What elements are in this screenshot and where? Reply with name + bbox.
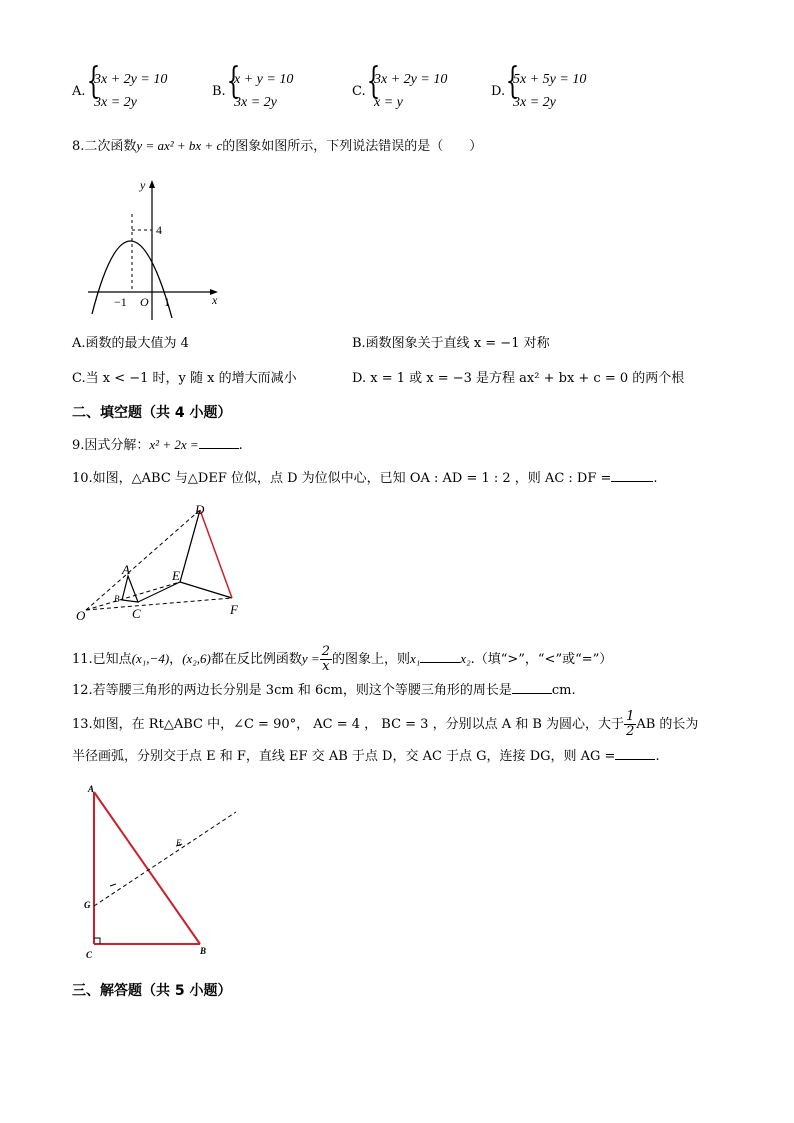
q8-option-a: A.函数的最大值为 4 — [72, 336, 189, 351]
q13-line1-post: AB 的长为 — [636, 717, 699, 732]
q10-label-c: C — [132, 606, 141, 621]
q7-c-eq2: x = y — [374, 95, 403, 110]
q8-tick-4: 4 — [156, 223, 162, 237]
q10 — [72, 469, 658, 488]
q9-text: 9.因式分解： — [72, 438, 150, 453]
q10-label-f: F — [230, 602, 238, 617]
q13-label-e: E — [176, 838, 182, 848]
q11-answer-blank[interactable] — [420, 650, 460, 663]
q11-post: 的图象上，则 — [331, 652, 410, 667]
q10-label-d: D — [195, 502, 205, 517]
q7-a-eq2: 3x = 2y — [94, 95, 137, 110]
q10-label-o: O — [76, 608, 86, 623]
q7-d-brace: { — [505, 61, 520, 102]
q8-tick-neg1: −1 — [114, 295, 127, 309]
q11-func-y: y = — [301, 651, 320, 666]
q13-end: . — [655, 749, 660, 764]
q13-line-ef — [94, 812, 236, 906]
q13-arc-f-mark — [110, 884, 116, 886]
q8-num: 8. — [72, 139, 85, 154]
q7-a-brace: { — [86, 61, 101, 102]
q13-line2 — [72, 747, 660, 766]
q10-label-a: A — [122, 562, 130, 577]
q12-answer-blank[interactable] — [512, 681, 552, 694]
q13-half-den: 2 — [626, 724, 635, 739]
q7-c-brace: { — [366, 61, 381, 102]
q8-text-pre: 二次函数 — [84, 139, 137, 154]
q11-point1: (x₁,−4) — [131, 651, 170, 666]
q10-ray-of — [86, 598, 232, 610]
q10-line-ce — [138, 582, 180, 602]
q10-answer-blank[interactable] — [611, 469, 653, 482]
q7-option-d-label: D. — [491, 84, 506, 99]
q11-point2: (x₂,6) — [182, 651, 211, 666]
q11-x1: x₁ — [410, 651, 421, 666]
q13-half-num: 1 — [626, 709, 635, 724]
q8-tick-1: 1 — [164, 295, 170, 309]
q13-line2-text: 半径画弧，分别交于点 E 和 F，直线 EF 交 AB 于点 D，交 AC 于点 G，连接 DG，则 AG = — [72, 749, 616, 764]
q8-option-b: B.函数图象关于直线 x = −1 对称 — [352, 336, 550, 351]
q7-d-eq1: 5x + 5y = 10 — [513, 72, 587, 87]
q10-side-df — [200, 510, 232, 598]
q8-option-d: D. x = 1 或 x = −3 是方程 ax² + bx + c = 0 的两个根 — [352, 371, 685, 386]
q10-text: 10.如图，△ABC 与△DEF 位似，点 D 为位似中心，已知 OA : AD = 1 : 2 ，则 AC : DF = — [72, 471, 612, 486]
q13-label-a: A — [88, 784, 95, 794]
q11-mid: 都在反比例函数 — [210, 652, 302, 667]
q10-label-e: E — [172, 568, 180, 583]
section-3-heading: 三、解答题（共 5 小题） — [72, 983, 232, 999]
q8-func: y = ax² + bx + c — [136, 138, 223, 153]
q7-option-c-label: C. — [352, 84, 366, 99]
q13-line1 — [72, 710, 698, 739]
q11-tail: .（填“>”，“<”或“=”） — [470, 652, 613, 667]
q10-end: . — [653, 471, 658, 486]
q13-half-fraction — [624, 710, 636, 739]
q7-d-eq2: 3x = 2y — [513, 95, 556, 110]
q13-label-b: B — [200, 946, 207, 956]
q8-y-arrow — [149, 180, 155, 188]
q11-fraction — [320, 645, 332, 674]
q7-b-brace: { — [226, 61, 241, 102]
q8-stem — [72, 137, 482, 156]
q7-b-eq2: 3x = 2y — [234, 95, 277, 110]
q11-sep: ， — [169, 652, 183, 667]
q10-label-b: B — [114, 594, 120, 604]
q10-ray-od — [86, 510, 200, 610]
q11-frac-den: x — [322, 659, 330, 674]
q8-y-label: y — [140, 178, 146, 192]
q9-end: . — [238, 438, 243, 453]
q10-triangle-abc — [122, 576, 138, 602]
q8-origin-label: O — [140, 295, 149, 309]
q9-expr: x² + 2x = — [149, 437, 199, 452]
q9-answer-blank[interactable] — [199, 436, 239, 449]
q11-x2: x₂ — [460, 651, 471, 666]
q10-homothety-figure — [72, 500, 262, 626]
q13-label-g: G — [84, 900, 91, 910]
q8-x-label: x — [212, 293, 218, 307]
q11-pre: 11.已知点 — [72, 652, 132, 667]
q8-text-post: 的图象如图所示，下列说法错误的是（ ） — [222, 139, 483, 154]
q10-side-de — [180, 510, 200, 582]
q13-line1-pre: 13.如图，在 Rt△ABC 中，∠C = 90°， AC = 4 ， BC = 3 ，分别以点 A 和 B 为圆心，大于 — [72, 717, 625, 732]
q8-parabola-graph — [84, 174, 224, 324]
q7-a-eq1: 3x + 2y = 10 — [94, 72, 168, 87]
q12-unit: cm. — [551, 683, 576, 698]
q7-c-eq1: 3x + 2y = 10 — [374, 72, 448, 87]
q13-right-triangle-figure — [80, 780, 250, 966]
q13-answer-blank[interactable] — [615, 747, 655, 760]
q10-side-ef — [180, 582, 232, 598]
q9 — [72, 436, 243, 455]
q13-side-ab — [94, 792, 200, 944]
q12-text: 12.若等腰三角形的两边长分别是 3cm 和 6cm，则这个等腰三角形的周长是 — [72, 683, 512, 698]
q12 — [72, 681, 576, 700]
q13-label-c: C — [86, 950, 93, 960]
q11-frac-num: 2 — [321, 644, 330, 659]
q8-option-c: C.当 x < −1 时，y 随 x 的增大而减小 — [72, 371, 297, 386]
q7-option-a-label: A. — [72, 84, 86, 99]
q7-b-eq1: x + y = 10 — [234, 72, 294, 87]
q11 — [72, 645, 612, 674]
section-2-heading: 二、填空题（共 4 小题） — [72, 405, 232, 421]
q7-option-b-label: B. — [212, 84, 226, 99]
